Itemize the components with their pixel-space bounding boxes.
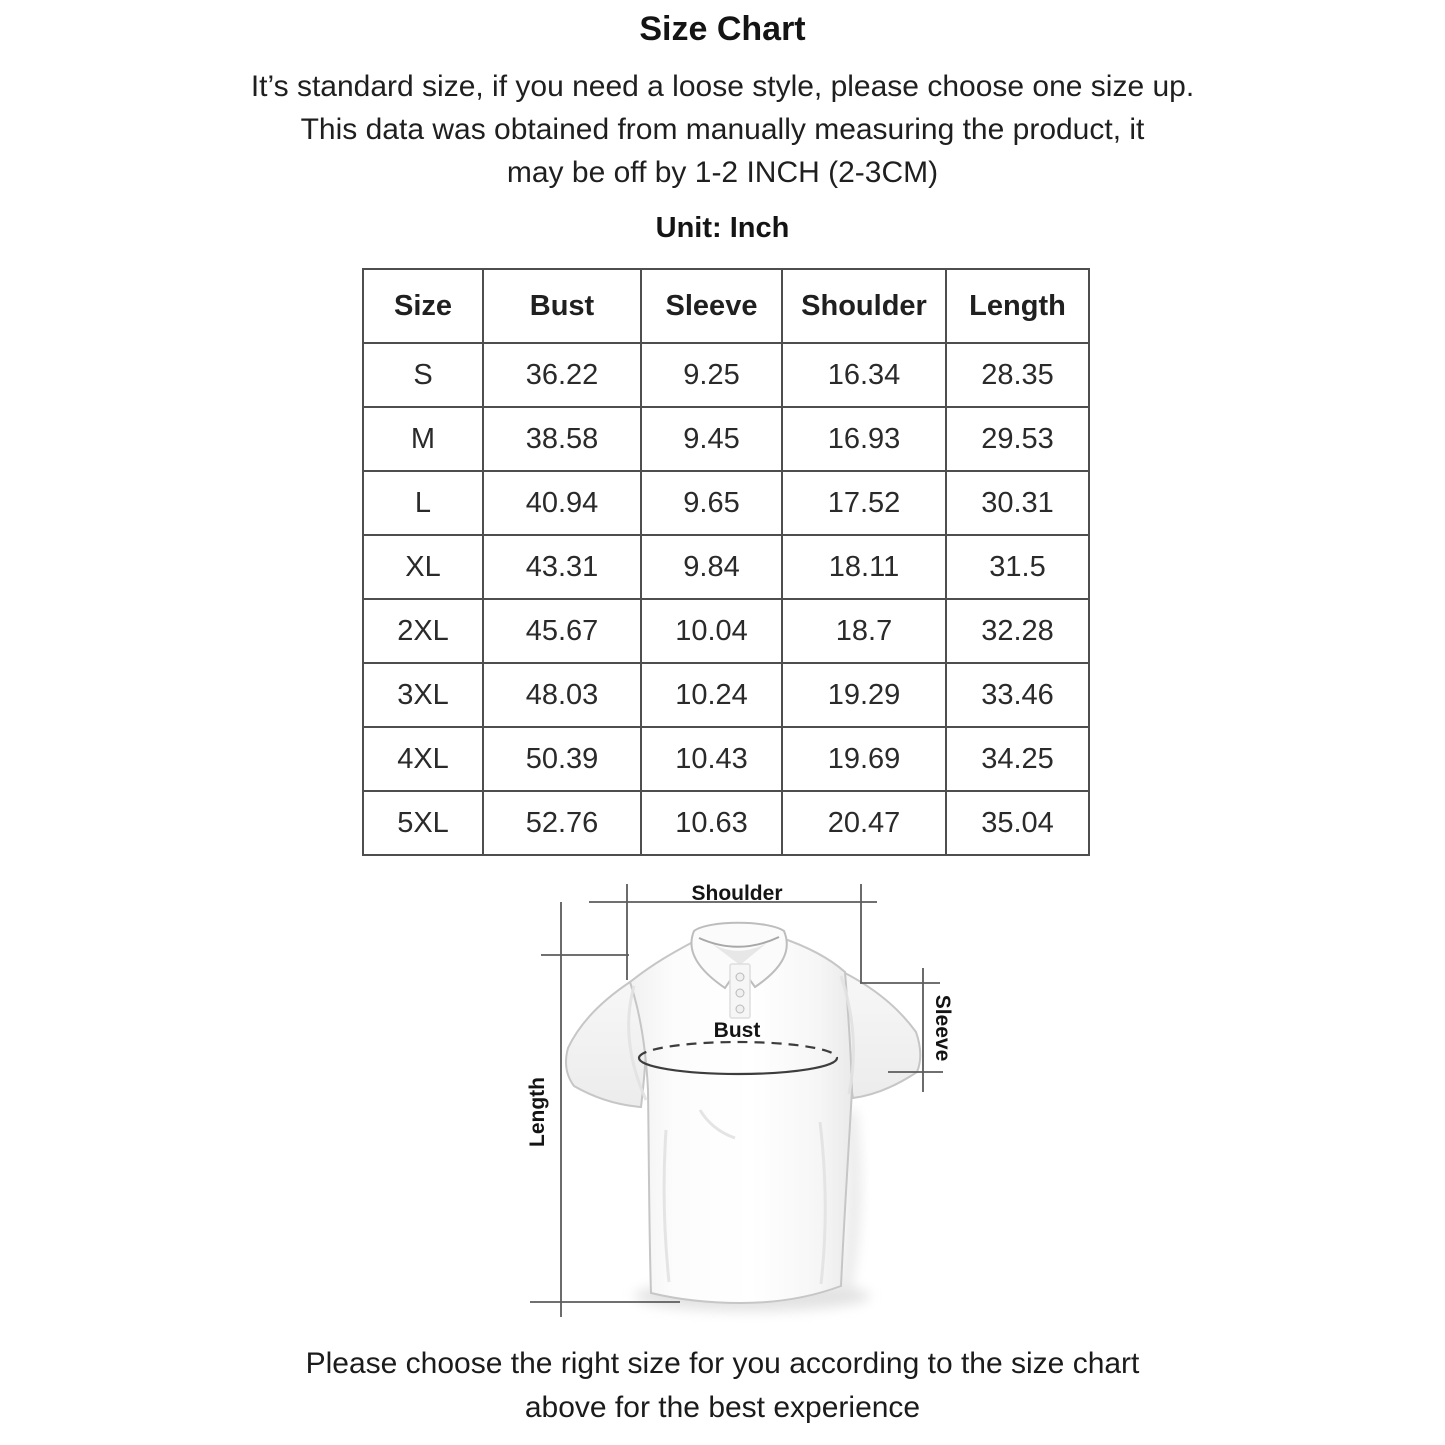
disclaimer-line-1: It’s standard size, if you need a loose style, please choose one size up. <box>250 70 1195 103</box>
cell-shoulder: 17.52 <box>782 471 946 535</box>
cell-bust: 48.03 <box>483 663 641 727</box>
cell-sleeve: 9.45 <box>641 407 782 471</box>
cell-length: 35.04 <box>946 791 1089 855</box>
table-row <box>363 791 1089 855</box>
col-header-shoulder: Shoulder <box>782 269 946 343</box>
cell-shoulder: 19.69 <box>782 727 946 791</box>
cell-length: 32.28 <box>946 599 1089 663</box>
cell-shoulder: 20.47 <box>782 791 946 855</box>
cell-bust: 38.58 <box>483 407 641 471</box>
cell-size: S <box>363 343 483 407</box>
shoulder-label: Shoulder <box>691 882 783 905</box>
cell-length: 28.35 <box>946 343 1089 407</box>
page-title: Size Chart <box>639 10 806 48</box>
table-row <box>363 727 1089 791</box>
cell-length: 33.46 <box>946 663 1089 727</box>
sleeve-label: Sleeve <box>931 994 954 1062</box>
table-header-row <box>363 269 1089 343</box>
cell-bust: 43.31 <box>483 535 641 599</box>
disclaimer-line-2: This data was obtained from manually measuring the product, it <box>300 113 1145 146</box>
cell-bust: 45.67 <box>483 599 641 663</box>
size-table <box>362 268 1090 856</box>
footer-line-2: above for the best experience <box>524 1391 921 1424</box>
cell-shoulder: 18.7 <box>782 599 946 663</box>
polo-shirt-illustration <box>500 860 970 1340</box>
col-header-size: Size <box>363 269 483 343</box>
col-header-length: Length <box>946 269 1089 343</box>
cell-sleeve: 10.43 <box>641 727 782 791</box>
cell-size: 5XL <box>363 791 483 855</box>
cell-size: L <box>363 471 483 535</box>
unit-label: Unit: Inch <box>655 212 790 244</box>
cell-size: 4XL <box>363 727 483 791</box>
col-header-sleeve: Sleeve <box>641 269 782 343</box>
cell-length: 31.5 <box>946 535 1089 599</box>
table-row <box>363 471 1089 535</box>
footer-line-1: Please choose the right size for you according to the size chart <box>305 1347 1140 1380</box>
table-row <box>363 599 1089 663</box>
cell-length: 29.53 <box>946 407 1089 471</box>
measurement-diagram <box>500 860 970 1340</box>
size-table-container <box>362 268 1090 856</box>
cell-size: 3XL <box>363 663 483 727</box>
page-header <box>0 0 1445 246</box>
cell-sleeve: 10.24 <box>641 663 782 727</box>
cell-length: 30.31 <box>946 471 1089 535</box>
size-disclaimer <box>0 65 1445 194</box>
shirt-placket <box>730 964 750 1018</box>
cell-size: XL <box>363 535 483 599</box>
length-label: Length <box>526 1077 549 1147</box>
bust-label: Bust <box>713 1019 761 1042</box>
cell-bust: 52.76 <box>483 791 641 855</box>
cell-shoulder: 16.34 <box>782 343 946 407</box>
table-row <box>363 535 1089 599</box>
cell-sleeve: 9.25 <box>641 343 782 407</box>
cell-bust: 50.39 <box>483 727 641 791</box>
table-row <box>363 663 1089 727</box>
table-row <box>363 407 1089 471</box>
cell-shoulder: 16.93 <box>782 407 946 471</box>
cell-bust: 40.94 <box>483 471 641 535</box>
cell-shoulder: 19.29 <box>782 663 946 727</box>
cell-sleeve: 9.84 <box>641 535 782 599</box>
cell-size: M <box>363 407 483 471</box>
footer-note <box>0 1342 1445 1430</box>
col-header-bust: Bust <box>483 269 641 343</box>
cell-bust: 36.22 <box>483 343 641 407</box>
cell-shoulder: 18.11 <box>782 535 946 599</box>
cell-sleeve: 9.65 <box>641 471 782 535</box>
table-row <box>363 343 1089 407</box>
cell-sleeve: 10.63 <box>641 791 782 855</box>
cell-size: 2XL <box>363 599 483 663</box>
cell-sleeve: 10.04 <box>641 599 782 663</box>
disclaimer-line-3: may be off by 1-2 INCH (2-3CM) <box>506 156 939 189</box>
cell-length: 34.25 <box>946 727 1089 791</box>
